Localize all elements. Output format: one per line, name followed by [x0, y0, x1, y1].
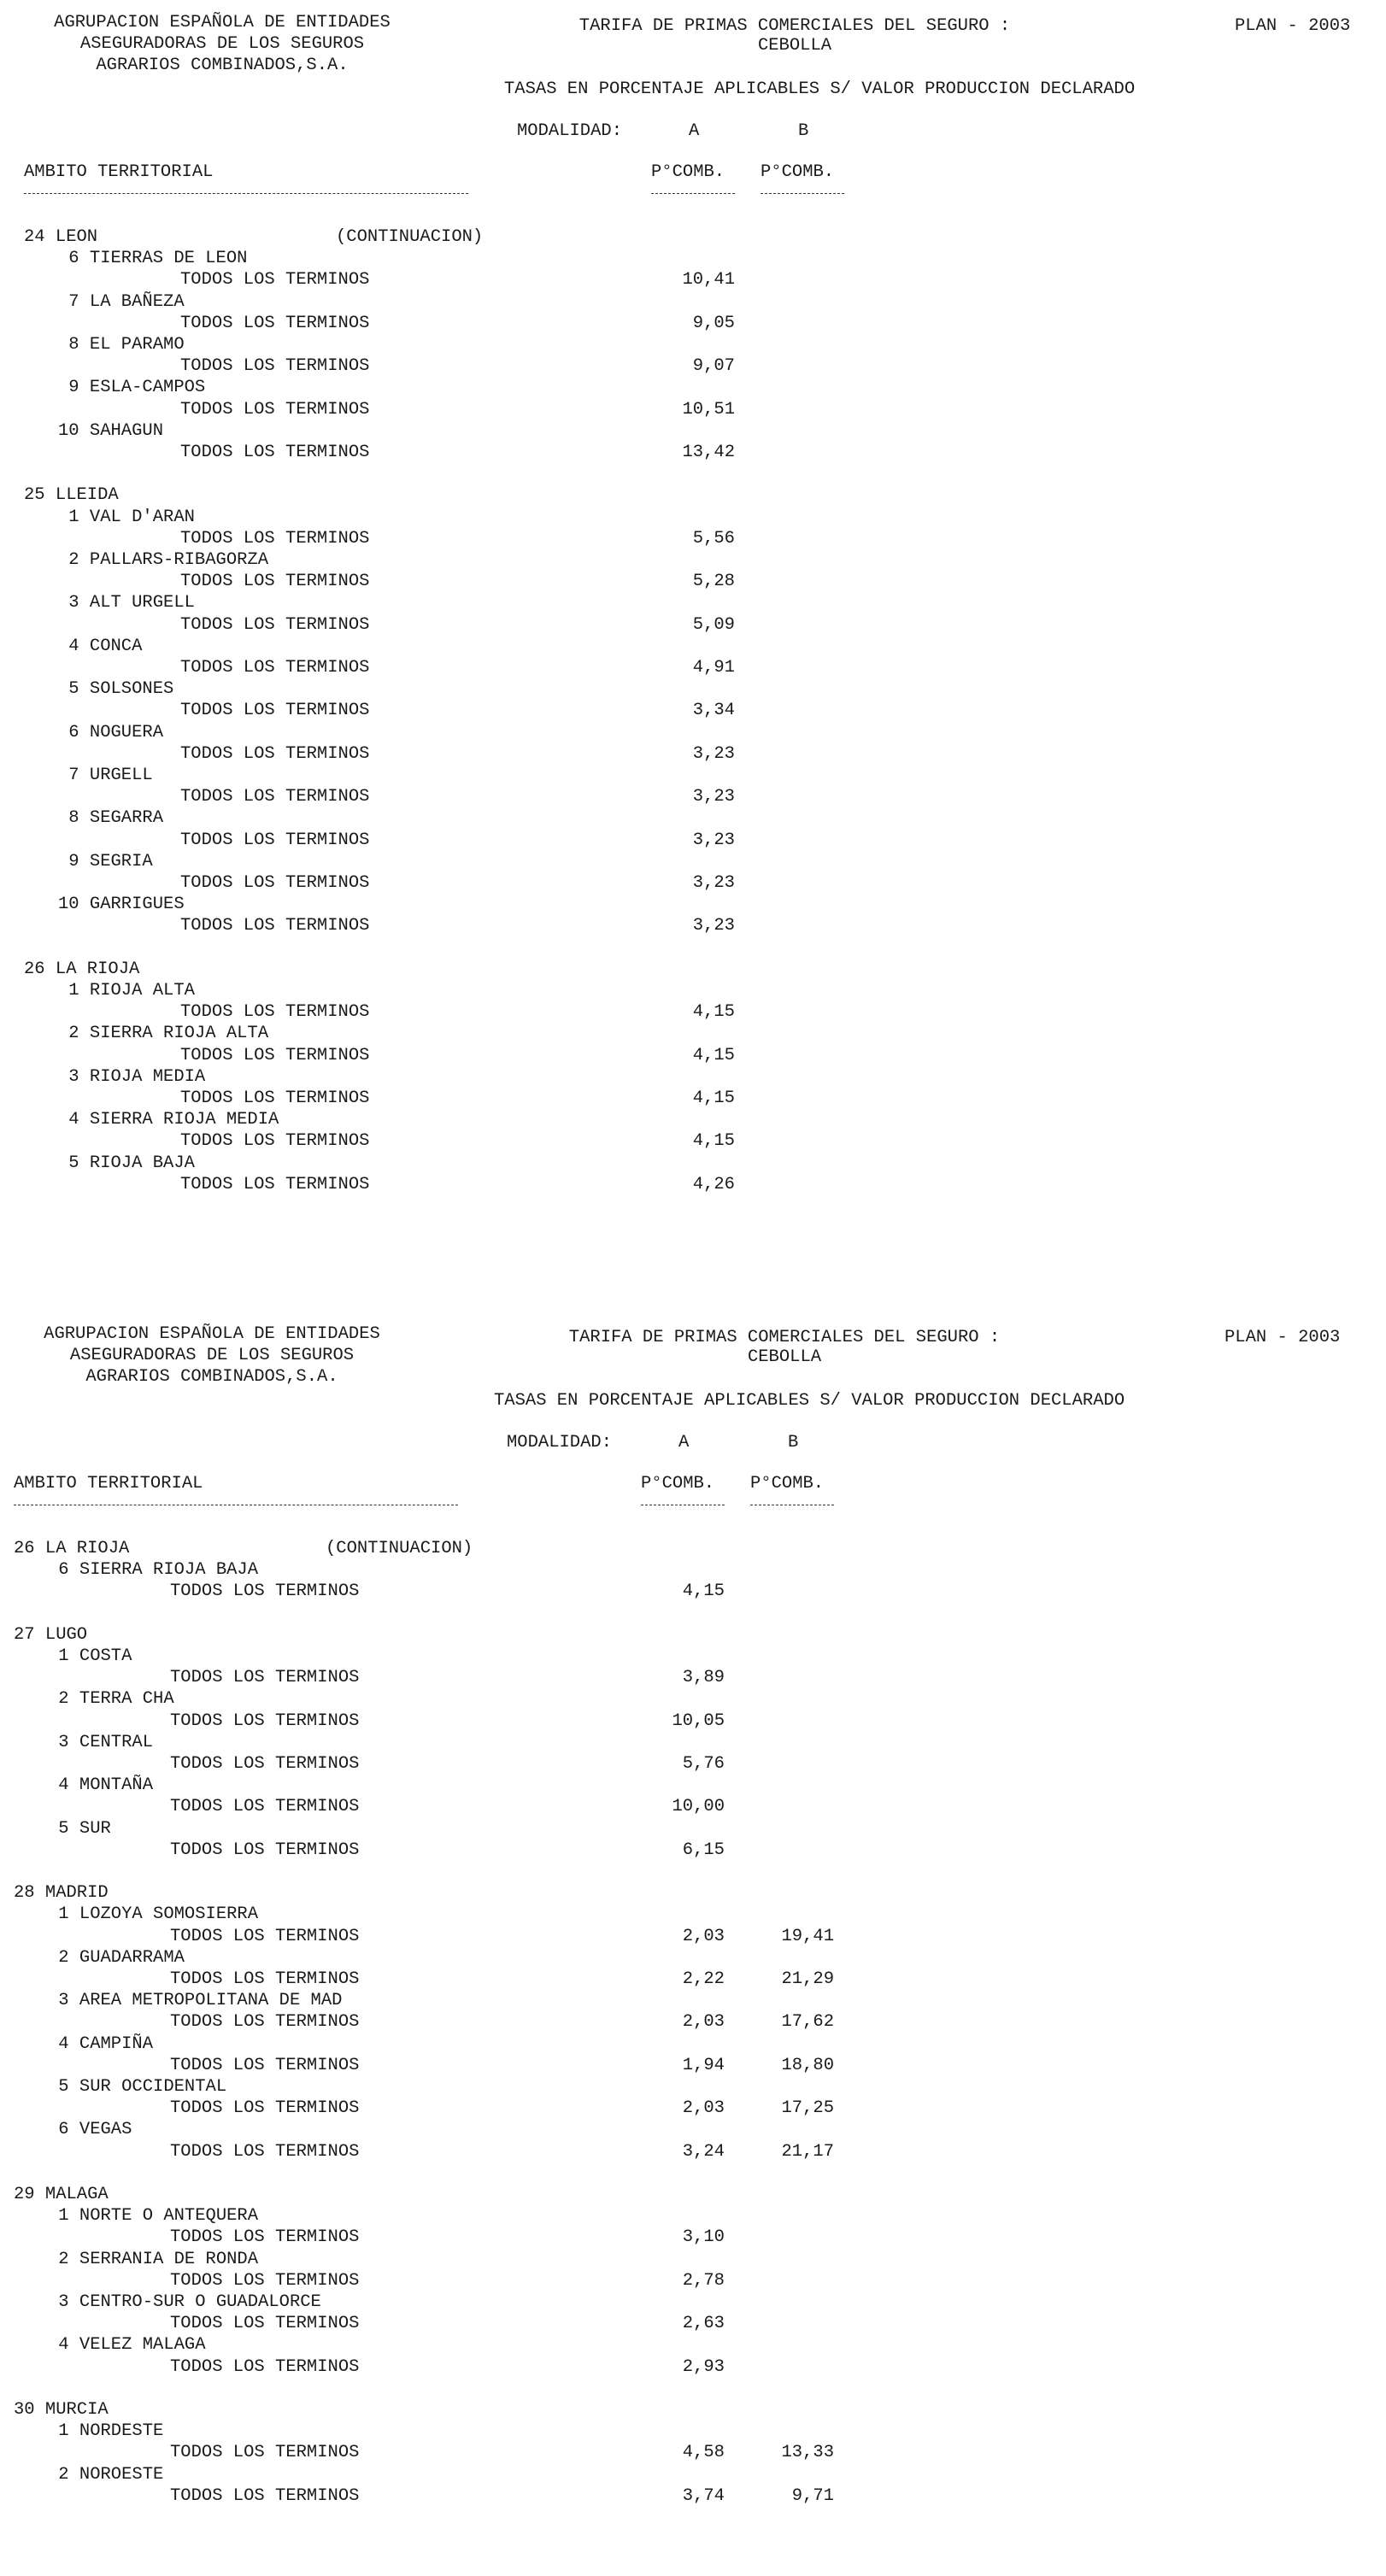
comarca-label: 9 SEGRIA — [58, 851, 153, 871]
comarca-label: 1 LOZOYA SOMOSIERRA — [48, 1904, 259, 1925]
rate-a: 4,15 — [692, 1131, 735, 1152]
term-label: TODOS LOS TERMINOS — [170, 2012, 360, 2033]
province-label: 30 MURCIA — [14, 2400, 109, 2420]
org-line-2: ASEGURADORAS DE LOS SEGUROS — [79, 34, 365, 54]
term-label: TODOS LOS TERMINOS — [180, 701, 370, 721]
term-label: TODOS LOS TERMINOS — [180, 399, 370, 420]
term-label: TODOS LOS TERMINOS — [170, 1668, 360, 1688]
tariff-page-2 — [0, 1311, 1386, 2576]
rate-a: 10,41 — [682, 270, 735, 290]
rate-a: 4,15 — [692, 1002, 735, 1023]
comarca-label: 5 SUR OCCIDENTAL — [48, 2077, 227, 2097]
continuation-note: (CONTINUACION) — [326, 1539, 473, 1558]
rate-a: 5,28 — [692, 572, 735, 592]
term-label: TODOS LOS TERMINOS — [170, 2356, 360, 2377]
rate-a: 6,15 — [682, 1840, 725, 1860]
term-label: TODOS LOS TERMINOS — [180, 1002, 370, 1023]
org-line-1: AGRUPACION ESPAÑOLA DE ENTIDADES — [44, 1324, 380, 1344]
comarca-label: 1 NORTE O ANTEQUERA — [48, 2206, 259, 2227]
rate-a: 3,74 — [682, 2485, 725, 2506]
rate-a: 2,03 — [682, 2012, 725, 2033]
rate-a: 5,56 — [692, 528, 735, 549]
term-label: TODOS LOS TERMINOS — [180, 572, 370, 592]
crop-name: CEBOLLA — [757, 36, 832, 56]
rate-a: 10,51 — [682, 399, 735, 420]
org-line-3: AGRARIOS COMBINADOS,S.A. — [96, 56, 349, 75]
col-b-rule — [761, 193, 844, 194]
term-label: TODOS LOS TERMINOS — [170, 1754, 360, 1774]
modalidad-label: MODALIDAD: — [507, 1433, 613, 1452]
province-label: 26 LA RIOJA — [14, 1539, 130, 1558]
rate-a: 5,76 — [682, 1754, 725, 1774]
rate-a: 4,15 — [692, 1088, 735, 1108]
rate-a: 4,15 — [692, 1045, 735, 1065]
org-line-1: AGRUPACION ESPAÑOLA DE ENTIDADES — [54, 13, 391, 32]
col-b-header: P°COMB. — [750, 1474, 825, 1493]
term-label: TODOS LOS TERMINOS — [170, 2485, 360, 2506]
term-label: TODOS LOS TERMINOS — [170, 2270, 360, 2291]
comarca-label: 4 MONTAÑA — [48, 1775, 154, 1796]
subtitle: TASAS EN PORCENTAJE APLICABLES S/ VALOR PRODUCCION DECLARADO — [504, 79, 1136, 99]
rate-a: 4,26 — [692, 1174, 735, 1194]
rate-b: 17,62 — [781, 2012, 834, 2033]
comarca-label: 1 NORDESTE — [48, 2421, 164, 2442]
rate-b: 18,80 — [781, 2055, 834, 2075]
comarca-label: 2 SERRANIA DE RONDA — [48, 2249, 259, 2269]
comarca-label: 2 GUADARRAMA — [48, 1947, 185, 1968]
tariff-title: TARIFA DE PRIMAS COMERCIALES DEL SEGURO : — [578, 16, 1011, 36]
province-label: 27 LUGO — [14, 1624, 88, 1645]
comarca-label: 2 NOROESTE — [48, 2464, 164, 2485]
term-label: TODOS LOS TERMINOS — [170, 2443, 360, 2463]
plan-label: PLAN - 2003 — [1224, 1328, 1341, 1347]
rate-b: 21,29 — [781, 1969, 834, 1989]
modalidad-b: B — [798, 121, 809, 141]
comarca-label: 8 EL PARAMO — [58, 335, 185, 355]
tariff-title: TARIFA DE PRIMAS COMERCIALES DEL SEGURO : — [568, 1328, 1001, 1347]
rate-a: 13,42 — [682, 443, 735, 462]
term-label: TODOS LOS TERMINOS — [170, 1581, 360, 1602]
header-rule — [24, 193, 468, 194]
comarca-label: 6 SIERRA RIOJA BAJA — [48, 1560, 259, 1581]
comarca-label: 3 AREA METROPOLITANA DE MAD — [48, 1991, 343, 2011]
term-label: TODOS LOS TERMINOS — [180, 1174, 370, 1194]
comarca-label: 3 RIOJA MEDIA — [58, 1066, 206, 1087]
province-label: 28 MADRID — [14, 1883, 109, 1904]
comarca-label: 5 SUR — [48, 1818, 111, 1839]
plan-label: PLAN - 2003 — [1235, 16, 1351, 36]
subtitle: TASAS EN PORCENTAJE APLICABLES S/ VALOR PRODUCCION DECLARADO — [494, 1391, 1125, 1411]
rate-a: 3,23 — [692, 916, 735, 936]
comarca-label: 3 CENTRAL — [48, 1732, 154, 1752]
comarca-label: 7 LA BAÑEZA — [58, 291, 185, 312]
term-label: TODOS LOS TERMINOS — [170, 2227, 360, 2248]
comarca-label: 7 URGELL — [58, 766, 153, 785]
rate-b: 19,41 — [781, 1926, 834, 1946]
col-b-header: P°COMB. — [761, 162, 835, 182]
rate-a: 2,78 — [682, 2270, 725, 2291]
rate-a: 9,07 — [692, 356, 735, 377]
comarca-label: 3 ALT URGELL — [58, 593, 195, 613]
term-label: TODOS LOS TERMINOS — [170, 2098, 360, 2119]
term-label: TODOS LOS TERMINOS — [180, 1045, 370, 1065]
rate-b: 17,25 — [781, 2098, 834, 2119]
term-label: TODOS LOS TERMINOS — [170, 1926, 360, 1946]
continuation-note: (CONTINUACION) — [336, 227, 484, 247]
comarca-label: 5 RIOJA BAJA — [58, 1153, 195, 1173]
rate-a: 4,91 — [692, 658, 735, 678]
rate-a: 3,23 — [692, 743, 735, 764]
term-label: TODOS LOS TERMINOS — [170, 1710, 360, 1731]
tariff-page-1 — [0, 0, 1386, 1265]
comarca-label: 6 TIERRAS DE LEON — [58, 249, 248, 269]
comarca-label: 8 SEGARRA — [58, 808, 164, 829]
term-label: TODOS LOS TERMINOS — [170, 2055, 360, 2075]
ambito-header: AMBITO TERRITORIAL — [14, 1474, 203, 1493]
term-label: TODOS LOS TERMINOS — [180, 1131, 370, 1152]
comarca-label: 1 RIOJA ALTA — [58, 981, 195, 1000]
rate-a: 2,03 — [682, 1926, 725, 1946]
rate-a: 3,10 — [682, 2227, 725, 2248]
rate-a: 9,05 — [692, 313, 735, 333]
term-label: TODOS LOS TERMINOS — [180, 743, 370, 764]
term-label: TODOS LOS TERMINOS — [180, 614, 370, 635]
rate-a: 2,93 — [682, 2356, 725, 2377]
comarca-label: 9 ESLA-CAMPOS — [58, 378, 206, 398]
comarca-label: 4 CONCA — [58, 636, 143, 656]
comarca-label: 2 PALLARS-RIBAGORZA — [58, 550, 269, 570]
comarca-label: 6 NOGUERA — [58, 722, 164, 742]
term-label: TODOS LOS TERMINOS — [180, 1088, 370, 1108]
term-label: TODOS LOS TERMINOS — [180, 830, 370, 850]
col-a-header: P°COMB. — [651, 162, 725, 182]
rate-a: 2,22 — [682, 1969, 725, 1989]
rate-a: 1,94 — [682, 2055, 725, 2075]
rate-a: 2,63 — [682, 2314, 725, 2334]
comarca-label: 1 COSTA — [48, 1646, 132, 1666]
term-label: TODOS LOS TERMINOS — [170, 2141, 360, 2162]
rate-a: 3,89 — [682, 1668, 725, 1688]
rate-a: 10,05 — [672, 1710, 725, 1731]
rate-b: 13,33 — [781, 2443, 834, 2463]
rate-b: 9,71 — [791, 2485, 834, 2506]
rate-a: 3,23 — [692, 873, 735, 893]
comarca-label: 6 VEGAS — [48, 2120, 132, 2140]
province-label: 25 LLEIDA — [24, 485, 119, 506]
comarca-label: 10 GARRIGUES — [58, 895, 185, 915]
term-label: TODOS LOS TERMINOS — [180, 873, 370, 893]
comarca-label: 2 TERRA CHA — [48, 1689, 174, 1710]
comarca-label: 2 SIERRA RIOJA ALTA — [58, 1024, 269, 1044]
comarca-label: 4 VELEZ MALAGA — [48, 2335, 206, 2356]
rate-a: 2,03 — [682, 2098, 725, 2119]
term-label: TODOS LOS TERMINOS — [180, 270, 370, 290]
modalidad-b: B — [788, 1433, 799, 1452]
province-label: 24 LEON — [24, 227, 98, 247]
term-label: TODOS LOS TERMINOS — [180, 787, 370, 807]
modalidad-a: A — [689, 121, 700, 141]
rate-b: 21,17 — [781, 2141, 834, 2162]
term-label: TODOS LOS TERMINOS — [170, 1840, 360, 1860]
comarca-label: 4 CAMPIÑA — [48, 2033, 154, 2054]
rate-a: 4,58 — [682, 2443, 725, 2463]
term-label: TODOS LOS TERMINOS — [180, 658, 370, 678]
modalidad-label: MODALIDAD: — [517, 121, 623, 141]
term-label: TODOS LOS TERMINOS — [180, 443, 370, 462]
rate-a: 3,24 — [682, 2141, 725, 2162]
rate-a: 3,23 — [692, 830, 735, 850]
rate-a: 5,09 — [692, 614, 735, 635]
crop-name: CEBOLLA — [747, 1347, 822, 1367]
col-a-header: P°COMB. — [641, 1474, 715, 1493]
term-label: TODOS LOS TERMINOS — [180, 356, 370, 377]
term-label: TODOS LOS TERMINOS — [170, 2314, 360, 2334]
comarca-label: 4 SIERRA RIOJA MEDIA — [58, 1110, 279, 1130]
org-line-3: AGRARIOS COMBINADOS,S.A. — [85, 1367, 338, 1387]
comarca-label: 5 SOLSONES — [58, 679, 174, 700]
modalidad-a: A — [678, 1433, 690, 1452]
ambito-header: AMBITO TERRITORIAL — [24, 162, 214, 182]
term-label: TODOS LOS TERMINOS — [180, 528, 370, 549]
term-label: TODOS LOS TERMINOS — [170, 1797, 360, 1817]
term-label: TODOS LOS TERMINOS — [180, 313, 370, 333]
rate-a: 3,34 — [692, 701, 735, 721]
rate-a: 10,00 — [672, 1797, 725, 1817]
rate-a: 3,23 — [692, 787, 735, 807]
comarca-label: 1 VAL D'ARAN — [58, 507, 195, 527]
org-line-2: ASEGURADORAS DE LOS SEGUROS — [69, 1346, 355, 1365]
comarca-label: 3 CENTRO-SUR O GUADALORCE — [48, 2292, 321, 2312]
col-a-rule — [651, 193, 735, 194]
province-label: 29 MALAGA — [14, 2185, 109, 2204]
term-label: TODOS LOS TERMINOS — [170, 1969, 360, 1989]
term-label: TODOS LOS TERMINOS — [180, 916, 370, 936]
province-label: 26 LA RIOJA — [24, 959, 140, 979]
rate-a: 4,15 — [682, 1581, 725, 1602]
comarca-label: 10 SAHAGUN — [58, 420, 164, 441]
